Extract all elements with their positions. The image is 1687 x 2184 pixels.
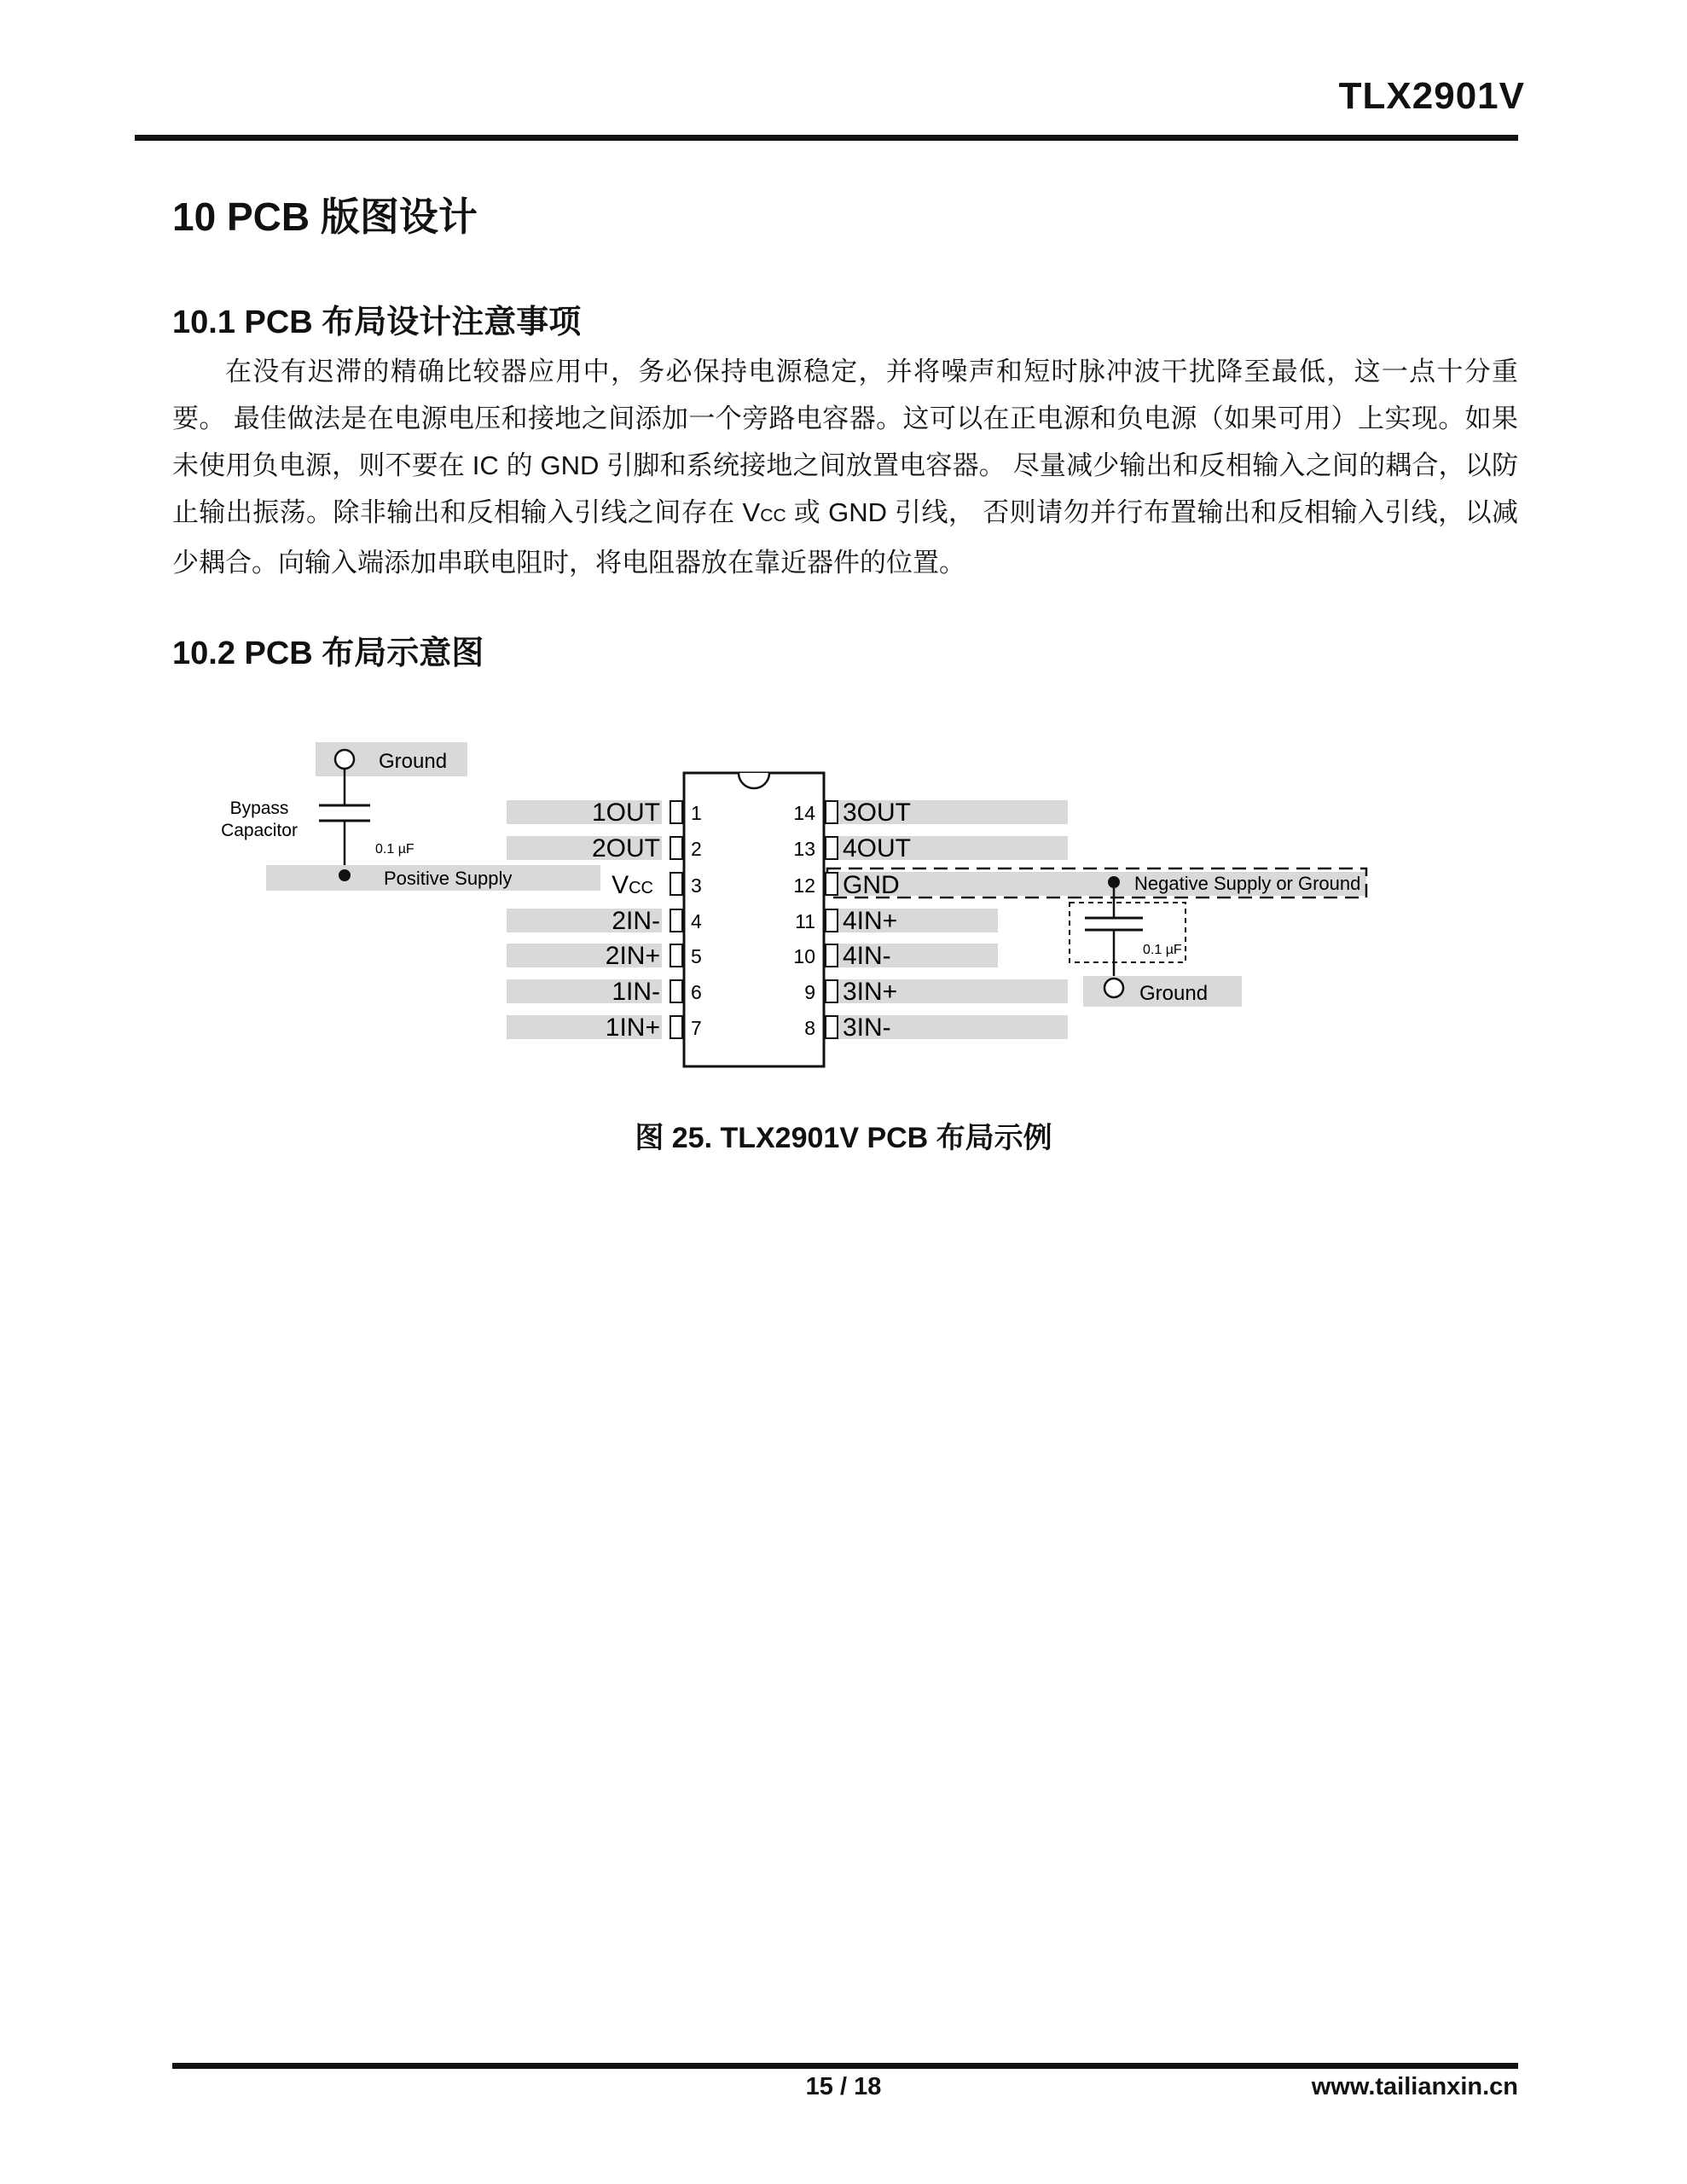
paragraph-text-a: 在没有迟滞的精确比较器应用中，务必保持电源稳定，并将噪声和短时脉冲波干扰降至最低，这一点十分重要。 最佳做法是在电源电压和接地之间添加一个旁路电容器。这可以在正电源和负电源（如果可用）上实现。如果未使用负电源，则不要在 IC 的 GND 引脚和系统接地之间放置电容器。 尽量减少输出和反相输入之间的耦合，以防止输出振荡。除非输出和反相输入引线之间存在 V <box>172 357 1518 527</box>
subsection-heading-layout-diagram: 10.2 PCB 布局示意图 <box>172 636 484 671</box>
negative-supply-node <box>1108 876 1120 888</box>
pin-number-11: 11 <box>795 910 815 932</box>
paragraph-text-b: 或 GND 引线， 否则请勿并行布置输出和反相输入引线，以减少耦合。向输入端添加串联电阻时，将电阻器放在靠近器件的位置。 <box>172 497 1518 578</box>
pin-label-3-main: V <box>612 871 629 899</box>
pin-label-6: 1IN- <box>612 978 660 1006</box>
pin-label-3-sub: CC <box>629 879 653 897</box>
pin-label-14: 3OUT <box>843 799 912 827</box>
pcb-layout-svg <box>221 739 1399 1080</box>
pin-number-10: 10 <box>793 945 815 967</box>
pad-pin-6 <box>670 980 682 1002</box>
negative-supply-label: Negative Supply or Ground <box>1134 873 1361 894</box>
pin-label-1: 1OUT <box>591 799 660 827</box>
website-url: www.tailianxin.cn <box>1311 2073 1518 2100</box>
pin-label-5: 2IN+ <box>605 942 660 970</box>
pad-pin-12 <box>826 873 838 895</box>
ground-right-symbol-icon <box>1104 979 1123 997</box>
pin-label-9: 3IN+ <box>843 978 898 1006</box>
page-number: 15 / 18 <box>805 2073 882 2100</box>
ground-right-label: Ground <box>1139 982 1209 1005</box>
pad-pin-8 <box>826 1016 838 1038</box>
pin-number-12: 12 <box>793 874 815 897</box>
ground-top-label: Ground <box>379 750 448 773</box>
bypass-label-line1: Bypass <box>229 799 289 818</box>
pin-label-11: 4IN+ <box>843 907 898 935</box>
pin-label-2: 2OUT <box>591 834 660 863</box>
pin-label-7: 1IN+ <box>605 1014 660 1042</box>
pad-pin-14 <box>826 801 838 823</box>
pin-label-8: 3IN- <box>843 1014 891 1042</box>
pin-number-7: 7 <box>691 1017 702 1039</box>
bypass-label-line2: Capacitor <box>221 821 298 840</box>
pcb-layout-diagram <box>221 739 1399 1080</box>
subsection-heading-layout-notes: 10.1 PCB 布局设计注意事项 <box>172 305 582 340</box>
paragraph-vcc-subscript: CC <box>760 506 786 526</box>
pad-pin-3 <box>670 873 682 895</box>
pin-label-3 <box>612 871 653 899</box>
pad-pin-11 <box>826 909 838 932</box>
pad-pin-10 <box>826 944 838 967</box>
pin-number-3: 3 <box>691 874 702 897</box>
header-title: TLX2901V <box>1338 75 1525 117</box>
pin-number-4: 4 <box>691 910 702 932</box>
pad-pin-4 <box>670 909 682 932</box>
pin-label-10: 4IN- <box>843 942 891 970</box>
layout-notes-paragraph <box>172 348 1518 586</box>
footer-rule <box>172 2063 1518 2069</box>
pin-number-13: 13 <box>793 838 815 860</box>
section-heading: 10 PCB 版图设计 <box>172 195 478 239</box>
pin-label-4: 2IN- <box>612 907 660 935</box>
pad-pin-9 <box>826 980 838 1002</box>
pad-pin-1 <box>670 801 682 823</box>
figure-caption: 图 25. TLX2901V PCB 布局示例 <box>635 1122 1052 1154</box>
pin-number-5: 5 <box>691 945 702 967</box>
pad-pin-2 <box>670 837 682 859</box>
pin-number-8: 8 <box>804 1017 815 1039</box>
pin-number-2: 2 <box>691 838 702 860</box>
pin-label-12: GND <box>843 871 900 899</box>
pad-pin-13 <box>826 837 838 859</box>
pad-pin-7 <box>670 1016 682 1038</box>
ground-top-symbol-icon <box>335 750 354 769</box>
header-rule <box>135 135 1518 141</box>
pin-number-1: 1 <box>691 802 702 824</box>
positive-supply-label: Positive Supply <box>384 868 513 889</box>
pad-pin-5 <box>670 944 682 967</box>
cap-right-value: 0.1 µF <box>1143 943 1182 957</box>
pin-number-9: 9 <box>804 981 815 1003</box>
cap-left-value: 0.1 µF <box>375 842 415 857</box>
pin-number-14: 14 <box>793 802 815 824</box>
positive-supply-node <box>339 869 351 881</box>
pin-number-6: 6 <box>691 981 702 1003</box>
pin-label-13: 4OUT <box>843 834 912 863</box>
